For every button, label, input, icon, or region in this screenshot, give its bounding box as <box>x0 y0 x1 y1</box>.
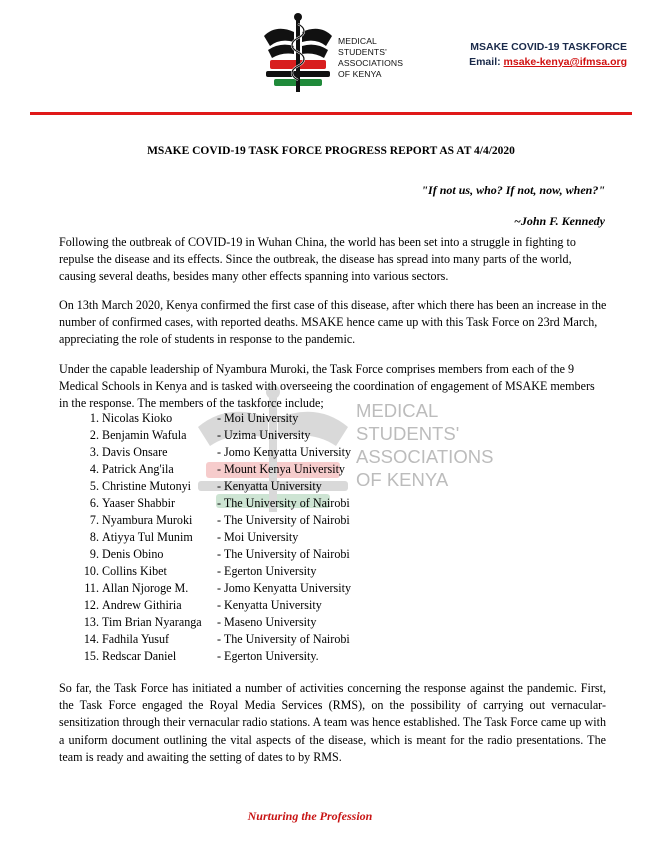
member-num: 12. <box>83 598 99 612</box>
watermark-line: MEDICAL <box>356 400 439 421</box>
member-name: Atiyya Tul Munim <box>102 530 193 544</box>
quote-author: ~John F. Kennedy <box>514 214 605 228</box>
member-name: Nicolas Kioko <box>102 411 173 425</box>
member-uni: - The University of Nairobi <box>217 547 350 561</box>
list-item <box>80 614 351 631</box>
org-name-line: MEDICAL <box>338 36 377 46</box>
report-title: MSAKE COVID-19 TASK FORCE PROGRESS REPORT AS AT 4/4/2020 <box>147 145 515 157</box>
taskforce-header <box>469 40 627 70</box>
list-item <box>80 546 351 563</box>
member-name: Fadhila Yusuf <box>102 632 170 646</box>
watermark-text <box>356 399 493 491</box>
member-name: Benjamin Wafula <box>102 428 187 442</box>
list-item <box>80 495 351 512</box>
quote-text: "If not us, who? If not, now, when?" <box>421 183 605 197</box>
member-uni: - Egerton University <box>217 564 317 578</box>
quote-block <box>421 175 605 237</box>
member-num: 8. <box>89 530 99 544</box>
list-item <box>80 529 351 546</box>
member-uni: - The University of Nairobi <box>217 513 350 527</box>
list-item <box>80 580 351 597</box>
member-uni: - Jomo Kenyatta University <box>217 445 352 459</box>
member-uni: - Mount Kenya University <box>217 462 345 476</box>
member-num: 7. <box>89 513 99 527</box>
member-uni: - The University of Nairobi <box>217 496 350 510</box>
member-name: Nyambura Muroki <box>102 513 193 527</box>
member-uni: - Egerton University. <box>217 649 319 663</box>
member-name: Collins Kibet <box>102 564 167 578</box>
list-item <box>80 410 351 427</box>
member-num: 13. <box>83 615 99 629</box>
paragraph: Following the outbreak of COVID-19 in Wuhan China, the world has been set into a struggle in fighting to repulse the disease and its effects. Since the outbreak, the disease has spread into many parts of the world, causing several deaths, besides many other effects spanning into various sectors. <box>59 235 576 284</box>
member-num: 3. <box>89 445 99 459</box>
member-num: 11. <box>84 581 99 595</box>
member-name: Christine Mutonyi <box>102 479 192 493</box>
member-num: 9. <box>89 547 99 561</box>
paragraph: So far, the Task Force has initiated a number of activities concerning the response against the pandemic. First, the Task Force engaged the Royal Media Services (RMS), on the possibility of carrying out vernacular-sensitization through their vernacular radio stations. A team was hence established. The Task Force came up with a uniform document outlining the vital aspects of the disease, which is meant for the radio presentations. The team is ready and awaiting the setting of dates to by RMS. <box>59 681 606 764</box>
list-item <box>80 512 351 529</box>
member-uni: - Moi University <box>217 530 299 544</box>
member-uni: - Kenyatta University <box>217 479 322 493</box>
list-item <box>80 597 351 614</box>
member-name: Davis Onsare <box>102 445 168 459</box>
footer-tagline: Nurturing the Profession <box>247 809 373 823</box>
member-num: 2. <box>89 428 99 442</box>
member-num: 10. <box>83 564 99 578</box>
member-name: Denis Obino <box>102 547 164 561</box>
member-uni: - Kenyatta University <box>217 598 322 612</box>
watermark-line: ASSOCIATIONS <box>356 446 494 467</box>
member-name: Tim Brian Nyaranga <box>102 615 202 629</box>
list-item <box>80 478 351 495</box>
watermark-line: STUDENTS' <box>356 423 460 444</box>
member-name: Yaaser Shabbir <box>102 496 176 510</box>
member-num: 5. <box>89 479 99 493</box>
member-name: Patrick Ang'ila <box>102 462 174 476</box>
member-num: 14. <box>83 632 99 646</box>
header-divider <box>30 112 632 115</box>
org-name-line: STUDENTS' <box>338 47 387 57</box>
member-name: Andrew Githiria <box>102 598 182 612</box>
watermark-line: OF KENYA <box>356 469 449 490</box>
org-name <box>338 36 428 80</box>
members-list <box>80 410 351 665</box>
member-uni: - Uzima University <box>217 428 311 442</box>
list-item <box>80 631 351 648</box>
list-item <box>80 563 351 580</box>
member-name: Redscar Daniel <box>102 649 177 663</box>
paragraph: Under the capable leadership of Nyambura Muroki, the Task Force comprises members from each of the 9 Medical Schools in Kenya and is tasked with overseeing the coordination of engagement of MSAKE members in the response. The members of the taskforce include; <box>59 362 595 411</box>
email-label: Email: <box>469 56 501 68</box>
taskforce-label: MSAKE COVID-19 TASKFORCE <box>470 41 627 53</box>
member-name: Allan Njoroge M. <box>102 581 189 595</box>
org-name-line: ASSOCIATIONS <box>338 58 404 68</box>
org-name-line: OF KENYA <box>338 69 382 79</box>
email-line <box>469 55 627 70</box>
member-num: 6. <box>89 496 99 510</box>
member-uni: - Jomo Kenyatta University <box>217 581 352 595</box>
msake-logo-icon <box>262 12 334 94</box>
member-num: 1. <box>89 411 99 425</box>
paragraph: On 13th March 2020, Kenya confirmed the first case of this disease, after which there has been an increase in the number of confirmed cases, with reported deaths. MSAKE hence came up with this Task Force on 23rd March, appreciating the role of students in response to the pandemic. <box>59 298 607 347</box>
email-link[interactable]: msake-kenya@ifmsa.org <box>503 56 627 68</box>
member-uni: - Moi University <box>217 411 299 425</box>
member-uni: - The University of Nairobi <box>217 632 350 646</box>
list-item <box>80 648 351 665</box>
list-item <box>80 427 351 444</box>
list-item <box>80 461 351 478</box>
member-num: 15. <box>83 649 99 663</box>
member-uni: - Maseno University <box>217 615 317 629</box>
list-item <box>80 444 351 461</box>
member-num: 4. <box>89 462 99 476</box>
